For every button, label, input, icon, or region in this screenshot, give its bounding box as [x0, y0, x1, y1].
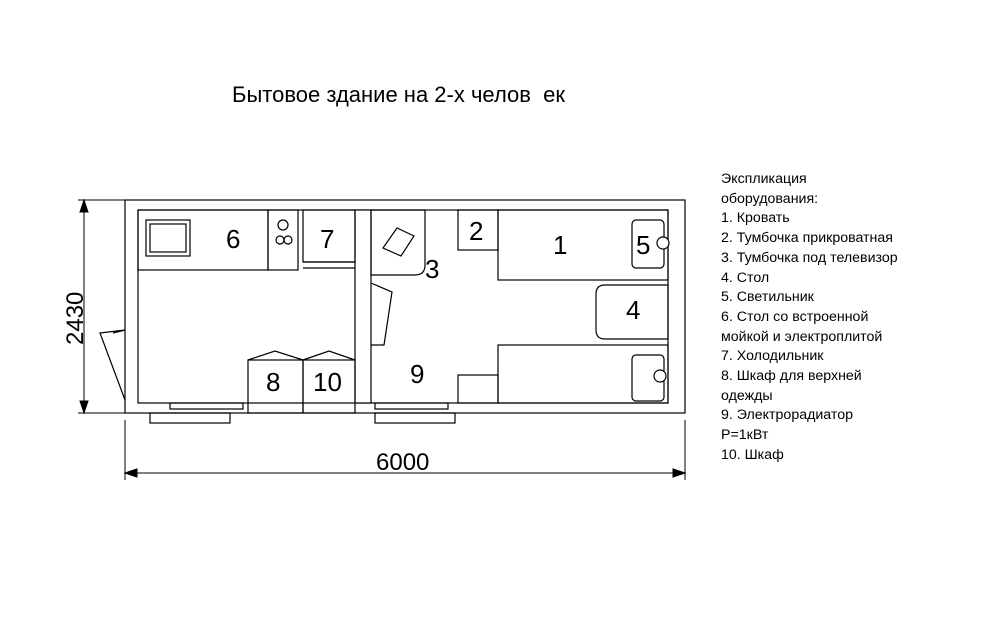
nightstand-bottom — [458, 375, 498, 403]
tv — [383, 228, 414, 256]
window-right — [375, 413, 455, 423]
label-5: 5 — [636, 230, 651, 260]
width-dimension: 6000 — [376, 449, 430, 476]
height-dimension: 2430 — [62, 291, 89, 345]
stove — [268, 210, 298, 270]
label-1: 1 — [553, 230, 568, 260]
legend-line: одежды — [721, 387, 773, 404]
bed-bottom — [498, 345, 668, 403]
legend-line: Р=1кВт — [721, 427, 769, 444]
radiator-left — [170, 403, 243, 409]
window-left — [150, 413, 230, 423]
label-9: 9 — [410, 359, 425, 389]
label-3: 3 — [425, 254, 440, 284]
legend-heading-2: оборудования: — [721, 190, 819, 207]
label-2: 2 — [469, 216, 484, 246]
legend-line: 3. Тумбочка под телевизор — [721, 249, 898, 266]
lamp-bottom — [654, 370, 666, 382]
tv-stand — [371, 210, 425, 275]
partition-wall — [355, 210, 371, 403]
label-8: 8 — [266, 367, 281, 397]
legend-line: 7. Холодильник — [721, 348, 824, 365]
label-6: 6 — [226, 224, 241, 254]
radiator-right — [375, 403, 448, 409]
legend-heading-1: Экспликация — [721, 171, 807, 187]
legend-line: 8. Шкаф для верхней — [721, 368, 862, 385]
lamp-top — [657, 237, 669, 249]
legend-line: мойкой и электроплитой — [721, 328, 883, 345]
kitchen-counter — [138, 210, 268, 270]
inner-door — [371, 283, 392, 345]
label-4: 4 — [626, 295, 641, 325]
inner-wall — [138, 210, 668, 403]
legend-line: 9. Электрорадиатор — [721, 407, 853, 424]
sink — [146, 220, 190, 256]
label-7: 7 — [320, 224, 335, 254]
entrance-door — [100, 330, 125, 400]
legend-line: 2. Тумбочка прикроватная — [721, 230, 893, 247]
legend-line: 5. Светильник — [721, 289, 814, 306]
legend-line: 4. Стол — [721, 269, 770, 286]
diagram-title: Бытовое здание на 2-х челов ек — [232, 82, 566, 107]
legend-line: 1. Кровать — [721, 210, 790, 227]
equipment-legend — [721, 170, 991, 466]
legend-line: 10. Шкаф — [721, 446, 784, 463]
label-10: 10 — [313, 367, 342, 397]
legend-line: 6. Стол со встроенной — [721, 308, 869, 325]
